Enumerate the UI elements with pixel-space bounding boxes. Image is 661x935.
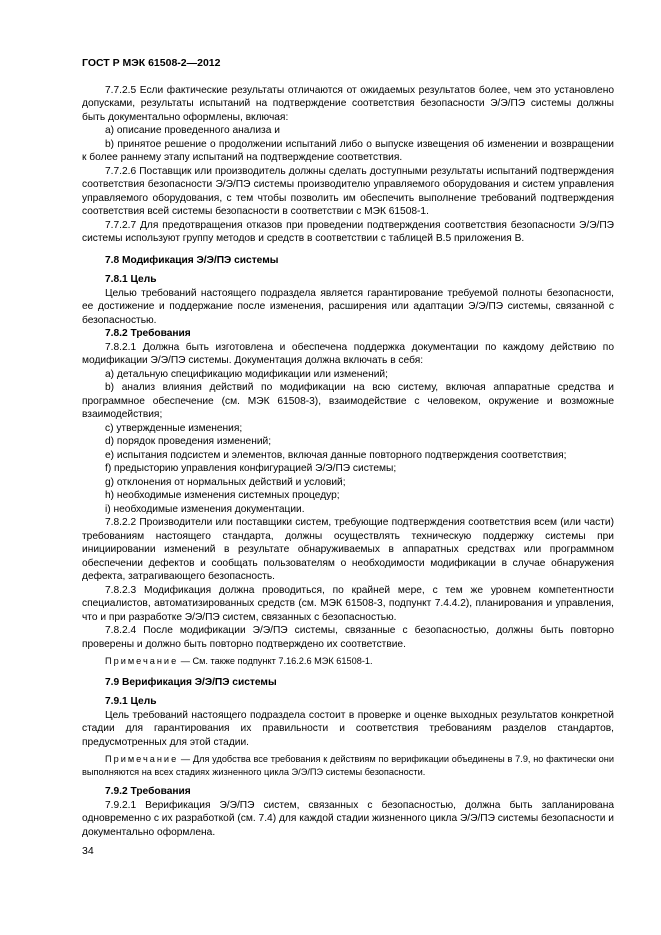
paragraph: b) анализ влияния действий по модификации на всю систему, включая аппаратные средства и программное обеспечение (см. МЭК 61508-3), взаимодействие с человеком, окружение и возможные взаимодействия; <box>82 382 614 420</box>
paragraph: Целью требований настоящего подраздела является гарантирование требуемой полноты безопасности, ее достижение и поддержание после изменения, расширения или адаптации Э/Э/ПЭ системы, связанной с безопасностью. <box>82 287 614 326</box>
paragraph: i) необходимые изменения документации. <box>105 503 305 515</box>
note <box>82 753 614 778</box>
paragraph: 7.7.2.7 Для предотвращения отказов при проведении подтверждения соответствия безопасности Э/Э/ПЭ системы используют группу методов и средств в соответствии с таблицей В.5 приложения В. <box>82 219 614 244</box>
paragraph: 7.8.2.4 После модификации Э/Э/ПЭ системы, связанные с безопасностью, должны быть повторно проверены и должно быть повторно подтверждено их соответствие. <box>82 625 614 650</box>
paragraph: d) порядок проведения изменений; <box>105 436 272 447</box>
note-text: — См. также подпункт 7.16.2.6 МЭК 61508-1. <box>178 656 373 666</box>
paragraph: a) описание проведенного анализа и <box>105 125 280 136</box>
document-page <box>82 57 614 839</box>
paragraph: e) испытания подсистем и элементов, включая данные повторного подтверждения соответствия; <box>105 449 567 461</box>
note <box>82 655 614 668</box>
paragraph: 7.7.2.6 Поставщик или производитель должны сделать доступными результаты испытаний подтверждения соответствия безопасности Э/Э/ПЭ системы производителю управляемого оборудования и систем управления управляемого оборудования, с тем чтобы позволить им обеспечить выполнение требований подтверждения соответствия всей системы безопасности в соответствии с МЭК 61508-1. <box>82 165 614 217</box>
paragraph: 7.7.2.5 Если фактические результаты отличаются от ожидаемых результатов более, чем это установлено допусками, результаты испытаний на подтверждение соответствия безопасности Э/Э/ПЭ системы должны быть документально оформлены, включая: <box>82 84 614 123</box>
document-header: ГОСТ Р МЭК 61508-2—2012 <box>82 57 221 69</box>
note-text: — Для удобства все требования к действиям по верификации объединены в 7.9, но фактически они выполняются на всех стадиях жизненного цикла Э/Э/ПЭ системы безопасности. <box>82 754 614 777</box>
subsection-heading: 7.8.2 Требования <box>105 328 191 339</box>
section-heading: 7.9 Верификация Э/Э/ПЭ системы <box>105 676 277 688</box>
subsection-heading: 7.8.1 Цель <box>105 274 157 285</box>
paragraph: h) необходимые изменения системных процедур; <box>105 490 340 501</box>
paragraph: 7.8.2.2 Производители или поставщики систем, требующие подтверждения соответствия всем (или части) требованиям настоящего стандарта, должны осуществлять техническую поддержку системы при инициировании изменений в результате обнаруживаемых в аппаратных средствах или программном обеспечении дефектов и сообщать пользователям о необходимости модификации в случае обнаружения дефекта, затрагивающего безопасность. <box>82 517 614 582</box>
paragraph: f) предысторию управления конфигурацией Э/Э/ПЭ системы; <box>105 463 397 474</box>
paragraph: 7.9.2.1 Верификация Э/Э/ПЭ систем, связанных с безопасностью, должна быть запланирована одновременно с их разработкой (см. 7.4) для каждой стадии жизненного цикла Э/Э/ПЭ системы безопасности и документально оформлена. <box>82 799 614 838</box>
document-body <box>82 84 614 840</box>
section-heading: 7.8 Модификация Э/Э/ПЭ системы <box>105 254 279 266</box>
paragraph: b) принятое решение о продолжении испытаний либо о выпуске извещения об изменении и возвращении к более раннему этапу испытаний на подтверждение соответствия. <box>82 138 614 163</box>
paragraph: 7.8.2.3 Модификация должна проводиться, по крайней мере, с тем же уровнем компетентности специалистов, автоматизированных средств (см. МЭК 61508-3, подпункт 7.4.4.2), планирования и управления, что и при разработке Э/Э/ПЭ систем, связанных с безопасностью. <box>82 584 614 623</box>
note-label: Примечание <box>105 656 179 666</box>
note-label: Примечание <box>105 754 179 764</box>
paragraph: c) утвержденные изменения; <box>105 422 243 434</box>
subsection-heading: 7.9.1 Цель <box>105 696 157 707</box>
paragraph: a) детальную спецификацию модификации или изменений; <box>105 368 388 380</box>
paragraph: 7.8.2.1 Должна быть изготовлена и обеспечена поддержка документации по каждому действию по модификации Э/Э/ПЭ системы. Документация должна включать в себя: <box>82 341 614 366</box>
page-number: 34 <box>82 845 94 857</box>
paragraph: Цель требований настоящего подраздела состоит в проверке и оценке выходных результатов конкретной стадии для гарантирования их правильности и соответствия требованиям разделов стандартов, предусмотренных для этой стадии. <box>82 709 614 748</box>
subsection-heading: 7.9.2 Требования <box>105 786 191 797</box>
paragraph: g) отклонения от нормальных действий и условий; <box>105 476 346 488</box>
